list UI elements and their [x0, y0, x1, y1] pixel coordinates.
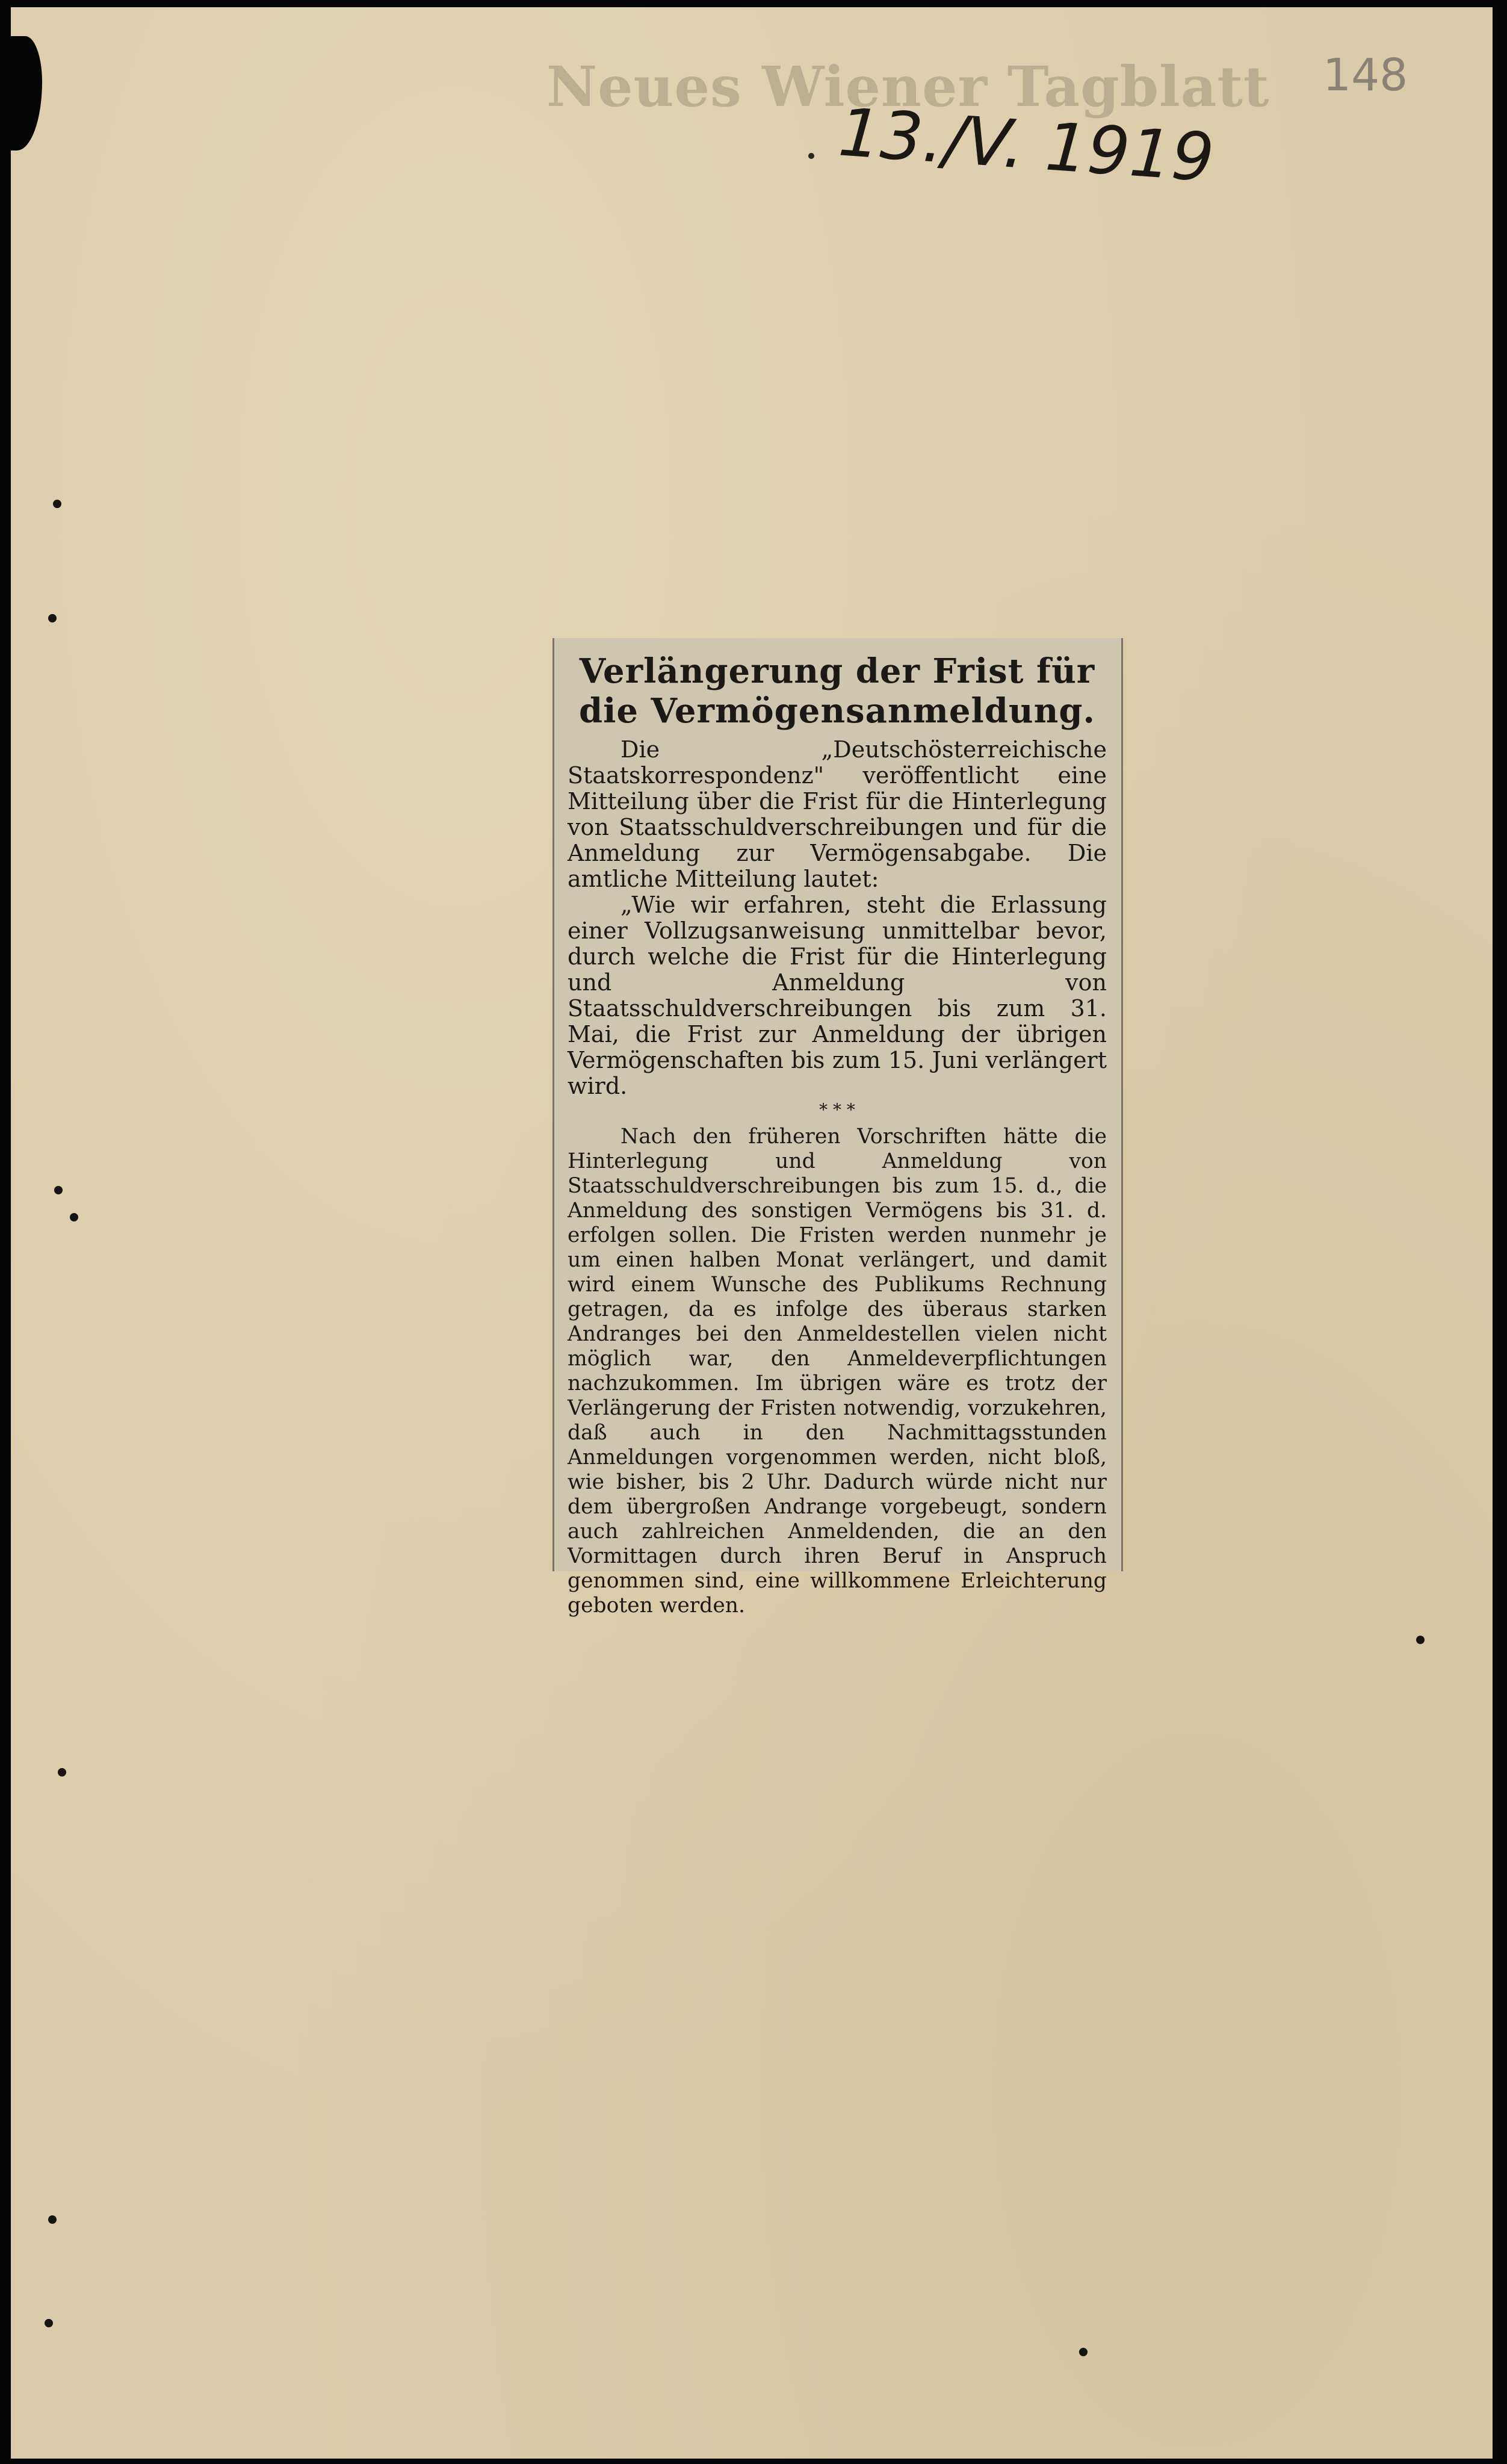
newspaper-clipping — [552, 638, 1123, 1618]
article-paragraph-2: „Wie wir erfahren, steht die Erlassung einer Vollzugsanweisung unmittelbar bevor, durch welche die Frist für die Hinterlegung und Anmeldung von Staatsschuldverschreibungen bis zum 31. Mai, die Frist zur Anmeldung der übrigen Vermögenschaften bis zum 15. Juni verlängert wird. — [568, 892, 1107, 1099]
punch-hole — [1079, 2348, 1088, 2356]
article-paragraph-1: Die „Deutschösterreichische Staatskorrespondenz" veröffentlicht eine Mitteilung über die Frist für die Hinterlegung von Staatsschuldverschreibungen und für die Anmeldung zur Vermögensabgabe. Die amtliche Mitteilung lautet: — [568, 736, 1107, 892]
article-paragraph-3: Nach den früheren Vorschriften hätte die Hinterlegung und Anmeldung von Staatsschuldverschreibungen bis zum 15. d., die Anmeldung des sonstigen Vermögens bis 31. d. erfolgen sollen. Die Fristen werden nunmehr je um einen halben Monat verlängert, und damit wird einem Wunsche des Publikums Rechnung getragen, da es infolge des überaus starken Andranges bei den Anmeldestellen vielen nicht möglich war, den Anmeldeverpflichtungen nachzukommen. Im übrigen wäre es trotz der Verlängerung der Fristen notwendig, vorzukehren, daß auch in den Nachmittagsstunden Anmeldungen vorgenommen werden, nicht bloß, wie bisher, bis 2 Uhr. Dadurch würde nicht nur dem übergroßen Andrange vorgebeugt, sondern auch zahlreichen Anmeldenden, die an den Vormittagen durch ihren Beruf in Anspruch genommen sind, eine willkommene Erleichterung geboten werden. — [568, 1125, 1107, 1618]
punch-hole — [45, 2319, 53, 2327]
newspaper-stamp: Neues Wiener Tagblatt — [546, 54, 1270, 119]
handwritten-date: 13./V. 1919 — [836, 93, 1217, 197]
punch-hole — [53, 500, 61, 508]
punch-hole — [54, 1186, 63, 1194]
ink-dot — [808, 153, 814, 159]
article-headline: Verlängerung der Frist für die Vermögensanmeldung. — [578, 651, 1096, 731]
punch-hole — [48, 614, 57, 622]
page-number: 148 — [1323, 49, 1408, 101]
punch-hole — [70, 1213, 78, 1221]
section-separator: * * * — [819, 1100, 855, 1120]
punch-hole — [48, 2215, 57, 2224]
archive-sheet — [11, 7, 1493, 2459]
punch-hole — [58, 1768, 66, 1777]
punch-hole — [1416, 1636, 1425, 1644]
